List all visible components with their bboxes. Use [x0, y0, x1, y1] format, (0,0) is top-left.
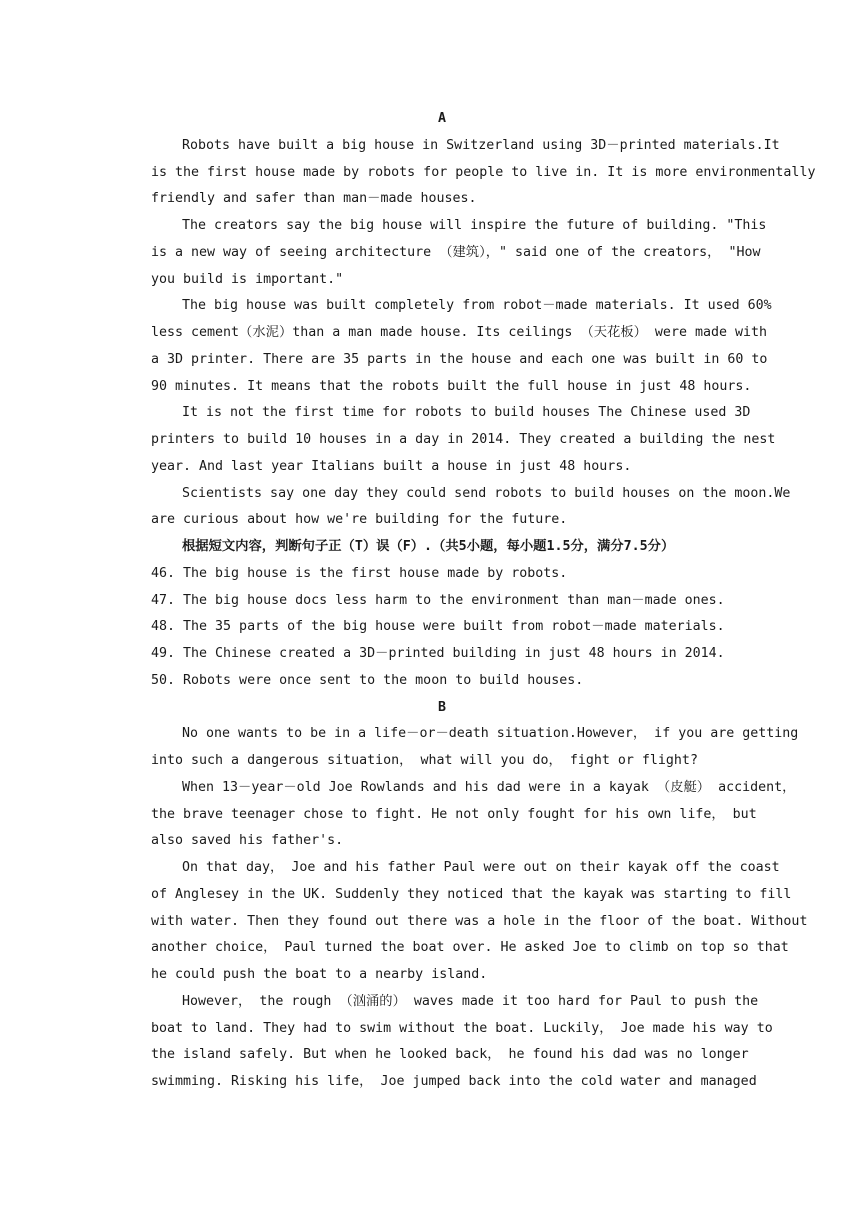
- passage-line: friendly and safer than man－made houses.: [151, 191, 477, 207]
- passage-line: Robots have built a big house in Switzerland using 3D－printed materials.It: [182, 137, 780, 153]
- passage-line: printers to build 10 houses in a day in 2014. They created a building the nest: [151, 432, 776, 447]
- section-a-passage: [151, 133, 816, 534]
- passage-line: he could push the boat to a nearby island.: [151, 967, 488, 982]
- question-item: 49. The Chinese created a 3D－printed building in just 48 hours in 2014.: [151, 646, 725, 661]
- passage-line: No one wants to be in a life－or－death situation.However， if you are getting: [182, 726, 799, 742]
- passage-line: a 3D printer. There are 35 parts in the house and each one was built in 60 to: [151, 351, 768, 367]
- section-b-heading: B: [437, 699, 446, 715]
- section-a-heading: A: [437, 111, 446, 126]
- passage-line: with water. Then they found out there was a hole in the floor of the boat. Without: [151, 913, 808, 929]
- question-list: [151, 561, 733, 695]
- passage-line: 90 minutes. It means that the robots built the full house in just 48 hours.: [151, 378, 752, 394]
- passage-line: year. And last year Italians built a house in just 48 hours.: [151, 458, 632, 474]
- section-b-passage: [151, 721, 808, 1096]
- question-item: 47. The big house docs less harm to the environment than man－made ones.: [151, 592, 725, 608]
- question-item: 48. The 35 parts of the big house were built from robot－made materials.: [151, 619, 725, 635]
- passage-line: of Anglesey in the UK. Suddenly they noticed that the kayak was starting to fill: [151, 886, 792, 902]
- passage-line: boat to land. They had to swim without the boat. Luckily， Joe made his way to: [151, 1020, 773, 1036]
- passage-line: is a new way of seeing architecture （建筑），" said one of the creators， "How: [151, 244, 761, 260]
- document-body: [151, 106, 816, 1096]
- passage-line: the island safely. But when he looked back， he found his dad was no longer: [151, 1047, 749, 1063]
- passage-line: The big house was built completely from robot－made materials. It used 60%: [182, 298, 772, 314]
- passage-line: The creators say the big house will inspire the future of building. "This: [182, 218, 767, 233]
- passage-line: another choice， Paul turned the boat over. He asked Joe to climb on top so that: [151, 940, 789, 956]
- passage-line: less cement（水泥）than a man made house. Its ceilings （天花板） were made with: [151, 325, 768, 340]
- passage-line: also saved his father's.: [151, 833, 344, 849]
- passage-line: Scientists say one day they could send robots to build houses on the moon.We: [182, 485, 791, 501]
- question-instruction: 根据短文内容，判断句子正（T）误（F）.（共5小题，每小题1.5分，满分7.5分）: [182, 539, 675, 554]
- passage-line: the brave teenager chose to fight. He not only fought for his own life， but: [151, 806, 757, 822]
- passage-line: When 13－year－old Joe Rowlands and his dad were in a kayak （皮艇） accident，: [182, 779, 796, 795]
- passage-line: On that day， Joe and his father Paul were out on their kayak off the coast: [182, 860, 780, 875]
- passage-line: into such a dangerous situation， what will you do， fight or flight?: [151, 753, 698, 768]
- passage-line: are curious about how we're building for the future.: [151, 512, 568, 528]
- passage-line: However， the rough （汹涌的） waves made it too hard for Paul to push the: [182, 993, 759, 1009]
- passage-line: is the first house made by robots for people to live in. It is more environmentally: [151, 164, 816, 180]
- passage-line: It is not the first time for robots to build houses The Chinese used 3D: [182, 405, 751, 421]
- passage-line: you build is important.": [151, 271, 344, 287]
- passage-line: swimming. Risking his life， Joe jumped back into the cold water and managed: [151, 1074, 757, 1089]
- question-item: 46. The big house is the first house made by robots.: [151, 565, 568, 581]
- question-item: 50. Robots were once sent to the moon to build houses.: [151, 672, 584, 688]
